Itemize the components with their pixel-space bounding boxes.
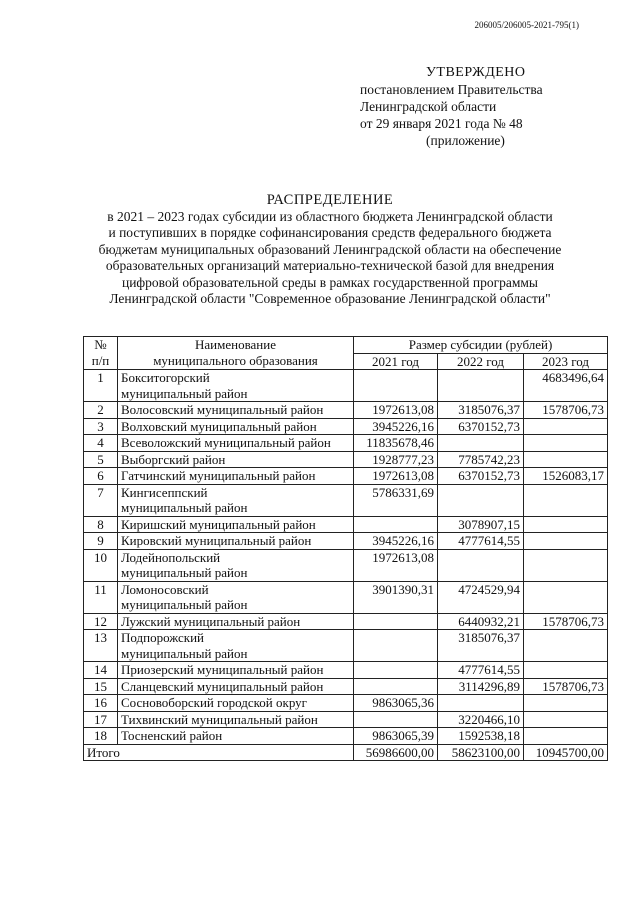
row-number: 8 bbox=[84, 516, 118, 533]
row-number: 17 bbox=[84, 711, 118, 728]
table-body bbox=[84, 370, 608, 745]
subsidy-2023 bbox=[524, 533, 608, 550]
subsidy-2021: 9863065,36 bbox=[354, 695, 438, 712]
subsidy-2022: 4724529,94 bbox=[438, 581, 524, 613]
document-title bbox=[60, 192, 600, 308]
subsidy-2022: 6370152,73 bbox=[438, 418, 524, 435]
row-number: 11 bbox=[84, 581, 118, 613]
subsidy-2023: 1578706,73 bbox=[524, 678, 608, 695]
table-row bbox=[84, 549, 608, 581]
title-line: цифровой образовательной среды в рамках государственной программы bbox=[121, 274, 538, 290]
total-2022: 58623100,00 bbox=[438, 744, 524, 761]
subsidy-2021: 1972613,08 bbox=[354, 402, 438, 419]
subsidy-2021 bbox=[354, 370, 438, 402]
table-row bbox=[84, 370, 608, 402]
table-row bbox=[84, 728, 608, 745]
subsidy-2023 bbox=[524, 630, 608, 662]
subsidy-2022: 3114296,89 bbox=[438, 678, 524, 695]
title-line: Ленинградской области "Современное образование Ленинградской области" bbox=[109, 291, 551, 306]
header-number-line: п/п bbox=[91, 352, 110, 368]
row-number: 6 bbox=[84, 468, 118, 485]
approval-heading: УТВЕРЖДЕНО bbox=[426, 65, 526, 80]
row-number: 4 bbox=[84, 435, 118, 452]
title-line: и поступивших в порядке софинансирования средств федерального бюджета bbox=[108, 225, 552, 240]
municipality-name: Бокситогорский муниципальный район bbox=[118, 370, 354, 402]
subsidy-2021: 3945226,16 bbox=[354, 533, 438, 550]
municipality-name: Гатчинский муниципальный район bbox=[118, 468, 354, 485]
municipality-name: Лужский муниципальный район bbox=[118, 613, 354, 630]
header-number bbox=[84, 337, 118, 370]
header-number-line: № bbox=[94, 337, 107, 352]
header-name-line: муниципального образования bbox=[153, 352, 318, 368]
row-number: 10 bbox=[84, 549, 118, 581]
subsidy-2021 bbox=[354, 711, 438, 728]
header-year-2021: 2021 год bbox=[354, 353, 438, 370]
subsidy-2021 bbox=[354, 516, 438, 533]
total-2021: 56986600,00 bbox=[354, 744, 438, 761]
table-row bbox=[84, 402, 608, 419]
subsidy-2022: 4777614,55 bbox=[438, 662, 524, 679]
table-row bbox=[84, 533, 608, 550]
municipality-name: Волосовский муниципальный район bbox=[118, 402, 354, 419]
row-number: 18 bbox=[84, 728, 118, 745]
subsidy-2023 bbox=[524, 581, 608, 613]
subsidy-2022: 4777614,55 bbox=[438, 533, 524, 550]
subsidy-2022: 3185076,37 bbox=[438, 630, 524, 662]
table-row bbox=[84, 516, 608, 533]
header-year-2023: 2023 год bbox=[524, 353, 608, 370]
table-row bbox=[84, 581, 608, 613]
subsidy-2023: 1526083,17 bbox=[524, 468, 608, 485]
total-2023: 10945700,00 bbox=[524, 744, 608, 761]
subsidy-2022: 3220466,10 bbox=[438, 711, 524, 728]
subsidy-2022 bbox=[438, 695, 524, 712]
subsidy-2022: 1592538,18 bbox=[438, 728, 524, 745]
municipality-name: Сосновоборский городской округ bbox=[118, 695, 354, 712]
subsidy-2023 bbox=[524, 484, 608, 516]
header-amount: Размер субсидии (рублей) bbox=[354, 337, 608, 354]
subsidy-2023: 4683496,64 bbox=[524, 370, 608, 402]
subsidy-distribution-table bbox=[83, 336, 608, 761]
municipality-name: Волховский муниципальный район bbox=[118, 418, 354, 435]
approval-line: от 29 января 2021 года № 48 bbox=[360, 116, 523, 131]
municipality-name: Подпорожский муниципальный район bbox=[118, 630, 354, 662]
row-number: 3 bbox=[84, 418, 118, 435]
row-number: 7 bbox=[84, 484, 118, 516]
row-number: 1 bbox=[84, 370, 118, 402]
table-row bbox=[84, 678, 608, 695]
municipality-name: Сланцевский муниципальный район bbox=[118, 678, 354, 695]
approval-line: постановлением Правительства bbox=[360, 82, 543, 97]
subsidy-2021: 9863065,39 bbox=[354, 728, 438, 745]
subsidy-2023 bbox=[524, 549, 608, 581]
municipality-name: Лодейнопольский муниципальный район bbox=[118, 549, 354, 581]
title-line: бюджетам муниципальных образований Ленинградской области на обеспечение bbox=[98, 241, 562, 257]
table-row bbox=[84, 630, 608, 662]
subsidy-2021: 5786331,69 bbox=[354, 484, 438, 516]
municipality-name: Кировский муниципальный район bbox=[118, 533, 354, 550]
municipality-name: Кингисеппский муниципальный район bbox=[118, 484, 354, 516]
subsidy-2022: 6440932,21 bbox=[438, 613, 524, 630]
row-number: 9 bbox=[84, 533, 118, 550]
table-row bbox=[84, 613, 608, 630]
subsidy-2021: 1972613,08 bbox=[354, 468, 438, 485]
municipality-name: Тихвинский муниципальный район bbox=[118, 711, 354, 728]
subsidy-2021: 3945226,16 bbox=[354, 418, 438, 435]
subsidy-2023 bbox=[524, 662, 608, 679]
subsidy-2022 bbox=[438, 484, 524, 516]
subsidy-2021: 11835678,46 bbox=[354, 435, 438, 452]
table-row bbox=[84, 468, 608, 485]
subsidy-2021 bbox=[354, 613, 438, 630]
municipality-name: Приозерский муниципальный район bbox=[118, 662, 354, 679]
title-line: образовательных организаций материально-технической базой для внедрения bbox=[105, 258, 555, 273]
table-row bbox=[84, 695, 608, 712]
row-number: 16 bbox=[84, 695, 118, 712]
subsidy-2022: 3185076,37 bbox=[438, 402, 524, 419]
total-row bbox=[84, 744, 608, 761]
subsidy-2021: 1972613,08 bbox=[354, 549, 438, 581]
municipality-name: Тосненский район bbox=[118, 728, 354, 745]
document-reference: 206005/206005-2021-795(1) bbox=[474, 20, 579, 30]
subsidy-2021: 3901390,31 bbox=[354, 581, 438, 613]
total-label: Итого bbox=[84, 744, 354, 761]
subsidy-2023: 1578706,73 bbox=[524, 402, 608, 419]
subsidy-2021 bbox=[354, 630, 438, 662]
subsidy-2023 bbox=[524, 451, 608, 468]
row-number: 15 bbox=[84, 678, 118, 695]
subsidy-2022 bbox=[438, 549, 524, 581]
subsidy-2022 bbox=[438, 435, 524, 452]
table-row bbox=[84, 662, 608, 679]
row-number: 13 bbox=[84, 630, 118, 662]
row-number: 2 bbox=[84, 402, 118, 419]
approval-stamp bbox=[360, 64, 560, 149]
subsidy-2022: 7785742,23 bbox=[438, 451, 524, 468]
table-row bbox=[84, 711, 608, 728]
table-row bbox=[84, 451, 608, 468]
subsidy-2021: 1928777,23 bbox=[354, 451, 438, 468]
title-heading: РАСПРЕДЕЛЕНИЕ bbox=[266, 192, 394, 208]
subsidy-2022: 3078907,15 bbox=[438, 516, 524, 533]
subsidy-2023 bbox=[524, 711, 608, 728]
approval-line: Ленинградской области bbox=[360, 99, 497, 114]
table-row bbox=[84, 418, 608, 435]
table-row bbox=[84, 484, 608, 516]
subsidy-2023 bbox=[524, 728, 608, 745]
subsidy-2023 bbox=[524, 435, 608, 452]
subsidy-2022: 6370152,73 bbox=[438, 468, 524, 485]
municipality-name: Ломоносовский муниципальный район bbox=[118, 581, 354, 613]
approval-appendix-note: (приложение) bbox=[426, 133, 505, 148]
row-number: 5 bbox=[84, 451, 118, 468]
municipality-name: Всеволожский муниципальный район bbox=[118, 435, 354, 452]
municipality-name: Киришский муниципальный район bbox=[118, 516, 354, 533]
subsidy-2022 bbox=[438, 370, 524, 402]
municipality-name: Выборгский район bbox=[118, 451, 354, 468]
subsidy-2021 bbox=[354, 662, 438, 679]
table-header-row bbox=[84, 337, 608, 354]
subsidy-2023: 1578706,73 bbox=[524, 613, 608, 630]
subsidy-2023 bbox=[524, 516, 608, 533]
subsidy-2023 bbox=[524, 695, 608, 712]
header-name-line: Наименование bbox=[195, 337, 276, 352]
table-row bbox=[84, 435, 608, 452]
row-number: 14 bbox=[84, 662, 118, 679]
subsidy-2021 bbox=[354, 678, 438, 695]
header-year-2022: 2022 год bbox=[438, 353, 524, 370]
header-name bbox=[118, 337, 354, 370]
title-line: в 2021 – 2023 годах субсидии из областного бюджета Ленинградской области bbox=[107, 208, 553, 224]
subsidy-2023 bbox=[524, 418, 608, 435]
row-number: 12 bbox=[84, 613, 118, 630]
